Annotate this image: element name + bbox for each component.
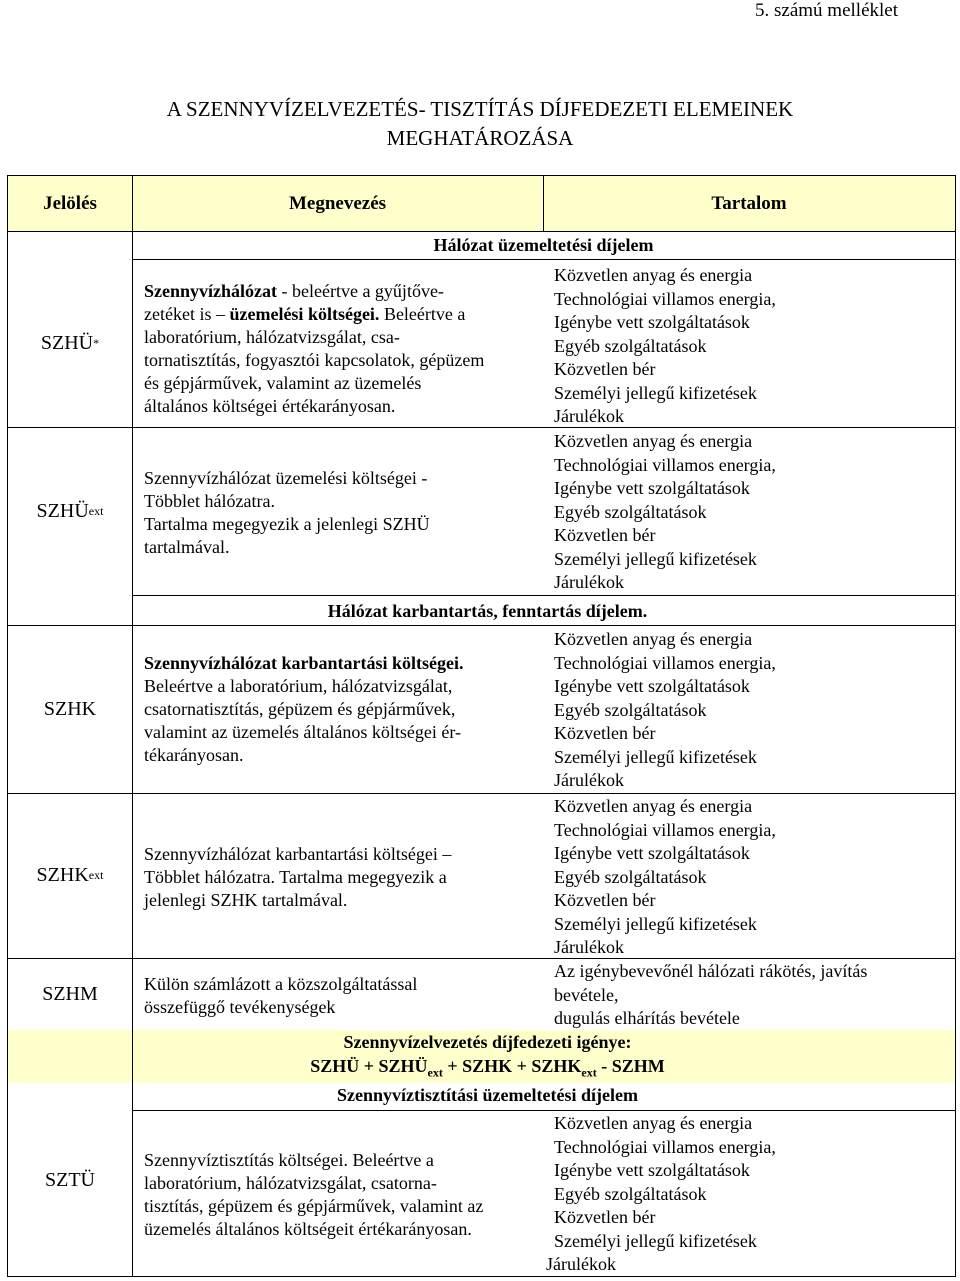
header-megnevezes: Megnevezés <box>132 176 543 232</box>
code-szhk: SZHK <box>43 697 97 720</box>
code-szhm: SZHM <box>42 982 98 1005</box>
cost-elements-table <box>7 175 956 1277</box>
drainage-cost-requirement-label: Szennyvízelvezetés díjfedezeti igénye: <box>343 1032 632 1052</box>
header-tartalom: Tartalom <box>543 176 955 232</box>
code-szhk-ext: SZHK ext <box>36 864 104 886</box>
section-network-maintenance: Hálózat karbantartás, fenntartás díjelem. <box>327 601 648 621</box>
content-szhk-ext: Közvetlen anyag és energia Technológiai villamos energia, Igénybe vett szolgáltatások Egyéb szolgáltatások Közvetlen bér Személyi jellegű kifizetések Járulékok <box>554 796 776 957</box>
section-wastewater-treatment: Szennyvíztisztítási üzemeltetési díjelem <box>337 1085 638 1105</box>
content-sztu: Közvetlen anyag és energia Technológiai villamos energia, Igénybe vett szolgáltatások Egyéb szolgáltatások Közvetlen bér Személyi jellegű kifizetések Járulékok <box>546 1113 776 1274</box>
title-line-2: MEGHATÁROZÁSA <box>386 126 574 150</box>
name-sztu: Szennyvíztisztítás költségei. Beleértve a laboratórium, hálózatvizsgálat, csatorna- tisztítás, gépüzem és gépjárművek, valamint az üzemelés általános költségeit értékarányosan. <box>144 1150 484 1239</box>
section-drainage-cost-requirement <box>8 1030 955 1083</box>
header-jeloles: Jelölés <box>8 176 132 232</box>
code-sztu: SZTÜ <box>45 1169 95 1191</box>
content-szhk: Közvetlen anyag és energia Technológiai villamos energia, Igénybe vett szolgáltatások Egyéb szolgáltatások Közvetlen bér Személyi jellegű kifizetések Járulékok <box>554 629 776 790</box>
drainage-cost-formula: SZHÜ + $SZHÜ_{ext}$ + SZHK + $SZHK_{ext}$ - SZHM <box>310 1056 665 1080</box>
content-szhu-ext: Közvetlen anyag és energia Technológiai villamos energia, Igénybe vett szolgáltatások Egyéb szolgáltatások Közvetlen bér Személyi jellegű kifizetések Járulékok <box>554 431 776 592</box>
name-szhu: Szennyvízhálózat - beleértve a gyűjtőve- zetéket is – üzemelési költségei. Beleértve a laboratórium, hálózatvizsgálat, csa- tornatisztítás, fogyasztói kapcsolatok, gépüzem és gépjárművek, valamint az üzemelés általános költségei értékarányosan. <box>144 281 485 416</box>
code-szhu: SZHÜ * <box>40 331 100 354</box>
title-line-1: A SZENNYVÍZELVEZETÉS- TISZTÍTÁS DÍJFEDEZETI ELEMEINEK <box>166 97 794 121</box>
content-szhu: Közvetlen anyag és energia Technológiai villamos energia, Igénybe vett szolgáltatások Egyéb szolgáltatások Közvetlen bér Személyi jellegű kifizetések Járulékok <box>554 265 776 426</box>
name-szhk-ext: Szennyvízhálózat karbantartási költségei – Többlet hálózatra. Tartalma megegyezik a jelenlegi SZHK tartalmával. <box>144 844 452 910</box>
section-network-operation: Hálózat üzemeltetési díjelem <box>433 235 654 255</box>
content-szhm: Az igénybevevőnél hálózati rákötés, javítás bevétele, dugulás elhárítás bevétele <box>554 961 868 1028</box>
name-szhm: Külön számlázott a közszolgáltatással összefüggő tevékenységek <box>144 974 418 1017</box>
annex-label: 5. számú melléklet <box>755 0 898 21</box>
name-szhk: Szennyvízhálózat karbantartási költségei. Beleértve a laboratórium, hálózatvizsgálat, csatornatisztítás, gépüzem és gépjárművek, valamint az üzemelés általános költségei ér- tékarányosan. <box>144 653 464 765</box>
name-szhu-ext: Szennyvízhálózat üzemelési költségei - Többlet hálózatra. Tartalma megegyezik a jelenlegi SZHÜ tartalmával. <box>144 468 430 557</box>
code-szhu-ext: SZHÜ ext <box>36 499 104 522</box>
page-title <box>0 95 960 153</box>
code-column-divider <box>132 232 133 1277</box>
